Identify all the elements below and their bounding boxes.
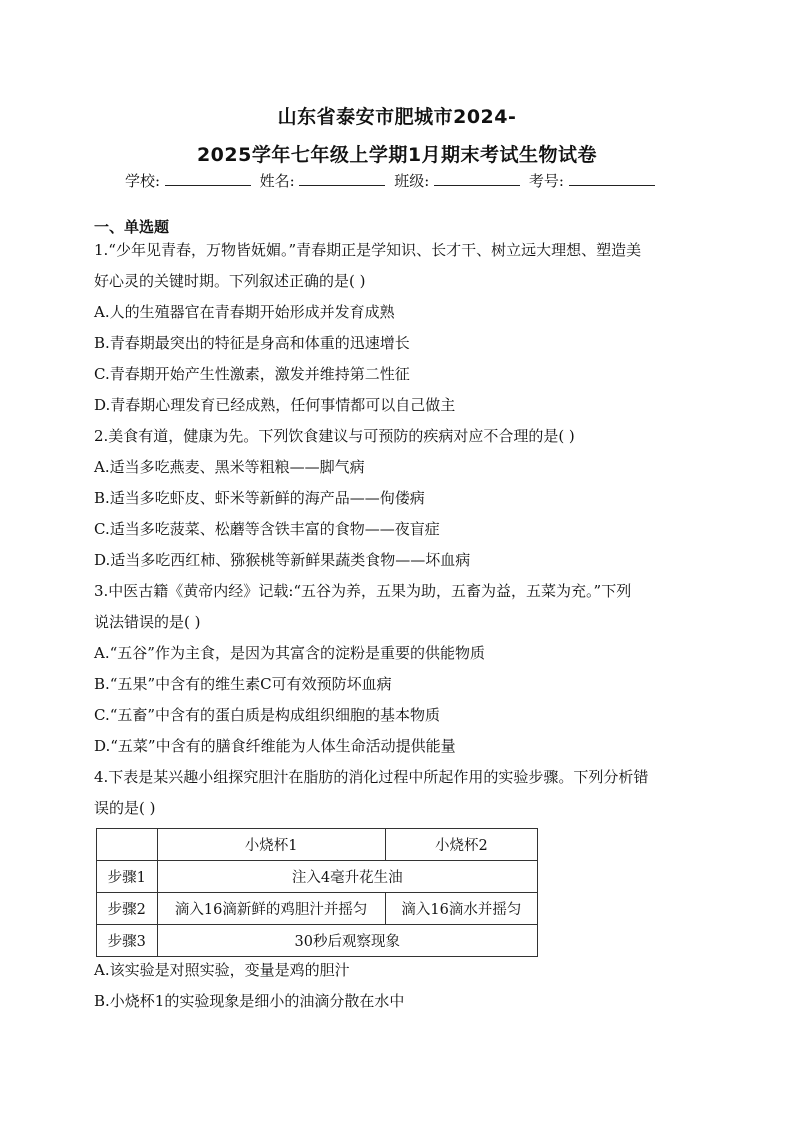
question-3-option-a: A.“五谷”作为主食，是因为其富含的淀粉是重要的供能物质 [94,644,485,662]
question-1-option-c: C.青春期开始产生性激素，激发并维持第二性征 [94,365,410,383]
question-1-option-d: D.青春期心理发育已经成熟，任何事情都可以自己做主 [94,396,456,414]
question-3-option-c: C.“五畜”中含有的蛋白质是构成组织细胞的基本物质 [94,706,441,724]
class-blank [434,171,520,186]
step-1-label: 步骤1 [97,861,158,893]
exam-number-label: 考号: [528,172,564,190]
step-3-content: 30秒后观察现象 [157,925,538,957]
question-4-stem-line2: 误的是( ) [94,799,156,817]
school-blank [165,171,251,186]
question-2-stem-line1: 2.美食有道，健康为先。下列饮食建议与可预防的疾病对应不合理的是( ) [94,427,575,445]
table-header-row [97,829,538,861]
question-1-option-a: A.人的生殖器官在青春期开始形成并发育成熟 [94,303,395,321]
table-header-cup1: 小烧杯1 [157,829,385,861]
student-info-line [125,170,659,191]
exam-number-blank [569,171,655,186]
question-1-stem-line1: 1.“少年见青春，万物皆妩媚。”青春期正是学知识、长才干、树立远大理想、塑造美 [94,241,642,259]
name-blank [299,171,385,186]
experiment-steps-table [96,828,538,957]
question-4-option-a: A.该实验是对照实验，变量是鸡的胆汁 [94,961,350,979]
question-3-option-b: B.“五果”中含有的维生素C可有效预防坏血病 [94,675,392,693]
question-1-stem-line2: 好心灵的关键时期。下列叙述正确的是( ) [94,272,366,290]
question-4-option-b: B.小烧杯1的实验现象是细小的油滴分散在水中 [94,992,405,1010]
exam-title-line1: 山东省泰安市肥城市2024- [277,106,517,128]
question-2-option-d: D.适当多吃西红柿、猕猴桃等新鲜果蔬类食物——坏血病 [94,551,471,569]
question-4-stem-line1: 4.下表是某兴趣小组探究胆汁在脂肪的消化过程中所起作用的实验步骤。下列分析错 [94,768,649,786]
question-3-stem-line2: 说法错误的是( ) [94,613,201,631]
step-1-content: 注入4毫升花生油 [157,861,538,893]
question-1-option-b: B.青春期最突出的特征是身高和体重的迅速增长 [94,334,410,352]
section-heading: 一、单选题 [94,218,170,236]
table-row [97,861,538,893]
class-label: 班级: [394,172,430,190]
question-2-option-c: C.适当多吃菠菜、松蘑等含铁丰富的食物——夜盲症 [94,520,440,538]
question-2-option-a: A.适当多吃燕麦、黑米等粗粮——脚气病 [94,458,365,476]
step-2-cup2: 滴入16滴水并摇匀 [385,893,537,925]
question-2-option-b: B.适当多吃虾皮、虾米等新鲜的海产品——佝偻病 [94,489,425,507]
step-2-cup1: 滴入16滴新鲜的鸡胆汁并摇匀 [157,893,385,925]
step-3-label: 步骤3 [97,925,158,957]
table-header-cup2: 小烧杯2 [385,829,537,861]
name-label: 姓名: [259,172,295,190]
table-row [97,925,538,957]
question-3-stem-line1: 3.中医古籍《黄帝内经》记载:“五谷为养，五果为助，五畜为益，五菜为充。”下列 [94,582,632,600]
table-header-empty [97,829,158,861]
exam-title-line2: 2025学年七年级上学期1月期末考试生物试卷 [196,144,598,166]
step-2-label: 步骤2 [97,893,158,925]
school-label: 学校: [125,172,161,190]
question-3-option-d: D.“五菜”中含有的膳食纤维能为人体生命活动提供能量 [94,737,456,755]
table-row [97,893,538,925]
